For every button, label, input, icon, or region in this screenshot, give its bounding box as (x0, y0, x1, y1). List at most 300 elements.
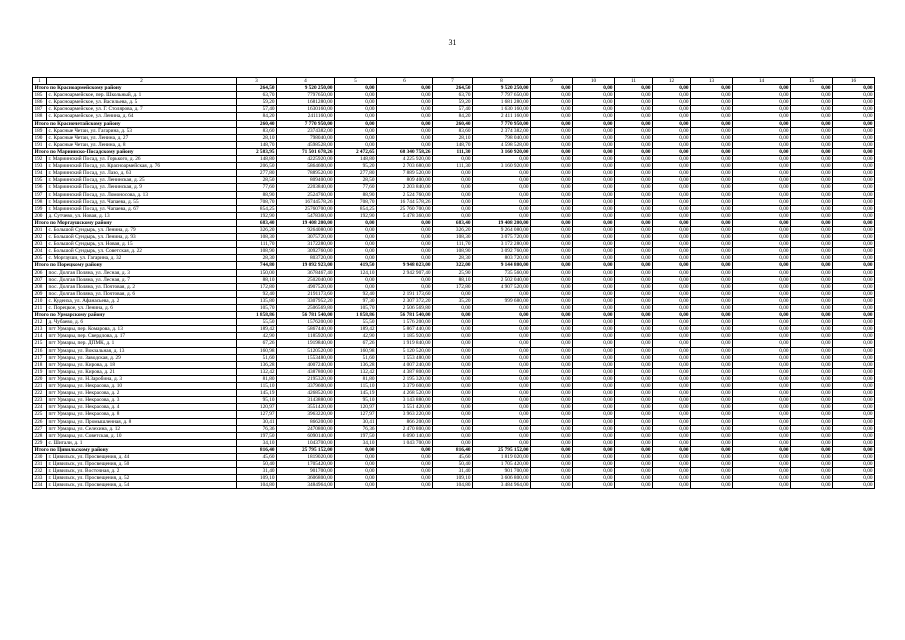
value-cell: 1 705 420,00 (473, 461, 531, 468)
table-row (33, 248, 875, 255)
value-cell: 42,90 (237, 333, 277, 340)
value-cell: 0,00 (653, 248, 691, 255)
value-cell: 0,00 (473, 305, 531, 312)
value-cell: 0,00 (615, 170, 653, 177)
value-cell: 0,00 (833, 262, 875, 269)
value-cell: 197,50 (237, 432, 277, 439)
value-cell: 0,00 (733, 361, 791, 368)
row-number: 198 (33, 198, 47, 205)
value-cell: 0,00 (733, 283, 791, 290)
row-number: 190 (33, 134, 47, 141)
value-cell: 735 560,00 (473, 269, 531, 276)
value-cell: 0,00 (791, 312, 833, 319)
value-cell: 0,00 (733, 226, 791, 233)
value-cell: 0,00 (573, 333, 615, 340)
value-cell: 0,00 (615, 482, 653, 489)
value-cell: 25 795 152,00 (277, 446, 335, 453)
row-number: 185 (33, 92, 47, 99)
table-row (33, 276, 875, 283)
value-cell: 0,00 (653, 297, 691, 304)
table-row (33, 411, 875, 418)
value-cell: 0,00 (573, 468, 615, 475)
row-number: 199 (33, 205, 47, 212)
value-cell: 111,30 (433, 163, 473, 170)
value-cell: 0,00 (691, 276, 733, 283)
value-cell: 0,00 (615, 226, 653, 233)
column-header: 14 (733, 78, 791, 85)
value-cell: 0,00 (653, 269, 691, 276)
value-cell: 1 681 280,00 (473, 99, 531, 106)
row-number: 215 (33, 340, 47, 347)
value-cell: 326,20 (237, 226, 277, 233)
value-cell: 0,00 (653, 305, 691, 312)
row-number: 188 (33, 113, 47, 120)
table-row (33, 439, 875, 446)
value-cell: 0,00 (335, 234, 377, 241)
value-cell: 0,00 (833, 354, 875, 361)
value-cell: 3678467,40 (277, 269, 335, 276)
value-cell: 0,00 (573, 205, 615, 212)
value-cell: 0,00 (833, 198, 875, 205)
value-cell: 0,00 (377, 99, 433, 106)
value-cell: 9 948 023,00 (377, 262, 433, 269)
value-cell: 0,00 (833, 170, 875, 177)
value-cell: 19 092 923,00 (277, 262, 335, 269)
value-cell: 0,00 (433, 404, 473, 411)
value-cell: 0,00 (791, 461, 833, 468)
table-row (33, 283, 875, 290)
value-cell: 0,00 (733, 99, 791, 106)
value-cell: 0,00 (615, 446, 653, 453)
value-cell: 0,00 (615, 333, 653, 340)
value-cell: 1819020,00 (277, 453, 335, 460)
value-cell: 145,19 (237, 390, 277, 397)
value-cell: 0,00 (833, 269, 875, 276)
value-cell: 97,30 (335, 297, 377, 304)
value-cell: 901700,00 (277, 468, 335, 475)
value-cell: 803 720,00 (473, 255, 531, 262)
value-cell: 88,90 (335, 191, 377, 198)
value-cell: 0,00 (335, 453, 377, 460)
value-cell: 0,00 (531, 432, 573, 439)
value-cell: 0,00 (733, 418, 791, 425)
value-cell: 189,42 (237, 326, 277, 333)
value-cell: 0,00 (653, 184, 691, 191)
value-cell: 0,00 (531, 184, 573, 191)
value-cell: 0,00 (691, 333, 733, 340)
value-cell: 95,20 (335, 163, 377, 170)
value-cell: 3 379 600,00 (377, 383, 433, 390)
value-cell: 0,00 (791, 99, 833, 106)
value-cell: 2 307 372,20 (377, 297, 433, 304)
value-cell: 803720,00 (277, 255, 335, 262)
value-cell: 0,00 (615, 432, 653, 439)
value-cell: 1 043 700,00 (377, 439, 433, 446)
row-number: 217 (33, 354, 47, 361)
table-row (33, 141, 875, 148)
value-cell: 0,00 (833, 375, 875, 382)
address-cell: пос. Долгая Поляна, ул. Почтовая, д. 2 (47, 283, 237, 290)
row-number: 193 (33, 163, 47, 170)
value-cell: 0,00 (691, 432, 733, 439)
value-cell: 0,00 (573, 418, 615, 425)
value-cell: 0,00 (833, 446, 875, 453)
value-cell: 0,00 (615, 156, 653, 163)
value-cell: 0,00 (615, 184, 653, 191)
value-cell: 854,25 (335, 205, 377, 212)
value-cell: 115,10 (237, 383, 277, 390)
value-cell: 0,00 (833, 148, 875, 155)
value-cell: 0,00 (377, 461, 433, 468)
value-cell: 0,00 (733, 177, 791, 184)
table-row (33, 205, 875, 212)
value-cell: 76,36 (335, 425, 377, 432)
address-cell: пгт Урмары, пер. Свердлова, д. 17 (47, 333, 237, 340)
value-cell: 9 264 080,00 (473, 226, 531, 233)
value-cell: 0,00 (653, 170, 691, 177)
table-row (33, 340, 875, 347)
row-number: 209 (33, 290, 47, 297)
row-number: 226 (33, 418, 47, 425)
value-cell: 1 858,86 (237, 312, 277, 319)
value-cell: 55,50 (237, 319, 277, 326)
value-cell: 0,00 (531, 141, 573, 148)
value-cell: 0,00 (433, 418, 473, 425)
value-cell: 51,60 (335, 354, 377, 361)
value-cell: 160,98 (237, 347, 277, 354)
district-total-row (33, 120, 875, 127)
table-row (33, 475, 875, 482)
value-cell: 0,00 (791, 262, 833, 269)
address-cell: г. Мариинский Посад, ул. Красноармейская, д. 76 (47, 163, 237, 170)
row-number: 205 (33, 255, 47, 262)
value-cell: 0,00 (433, 390, 473, 397)
address-cell: пгт Урмары, ул. Кирова, д. 21 (47, 368, 237, 375)
value-cell: 0,00 (833, 326, 875, 333)
value-cell: 0,00 (335, 219, 377, 226)
value-cell: 3 143 880,00 (377, 397, 433, 404)
row-number: 224 (33, 404, 47, 411)
value-cell: 0,00 (573, 248, 615, 255)
value-cell: 0,00 (691, 347, 733, 354)
value-cell: 809400,00 (277, 177, 335, 184)
value-cell: 0,00 (615, 425, 653, 432)
value-cell: 798040,00 (277, 134, 335, 141)
value-cell: 0,00 (833, 134, 875, 141)
column-header: 3 (237, 78, 277, 85)
value-cell: 132,42 (335, 368, 377, 375)
district-total-name: Итого по Мариинско-Посадскому району (33, 148, 237, 155)
value-cell: 0,00 (473, 411, 531, 418)
value-cell: 0,00 (733, 148, 791, 155)
value-cell: 0,00 (653, 411, 691, 418)
value-cell: 0,00 (653, 276, 691, 283)
value-cell: 0,00 (531, 453, 573, 460)
district-total-row (33, 148, 875, 155)
value-cell: 854,25 (237, 205, 277, 212)
table-row (33, 198, 875, 205)
address-cell: г. Мариинский Посад, ул. Ленинская, д. 9 (47, 184, 237, 191)
value-cell: 88,10 (433, 276, 473, 283)
value-cell: 0,00 (791, 226, 833, 233)
value-cell: 71 501 678,26 (277, 148, 335, 155)
value-cell: 0,00 (473, 198, 531, 205)
value-cell: 0,00 (653, 404, 691, 411)
row-number: 223 (33, 397, 47, 404)
value-cell: 0,00 (833, 439, 875, 446)
value-cell: 7 770 950,00 (473, 120, 531, 127)
value-cell: 0,00 (377, 248, 433, 255)
value-cell: 0,00 (691, 340, 733, 347)
value-cell: 3 484 964,00 (473, 482, 531, 489)
value-cell: 0,00 (791, 439, 833, 446)
address-cell: пгт Урмары, ул. Вокзальная, д. 13 (47, 347, 237, 354)
row-number: 194 (33, 170, 47, 177)
value-cell: 3172280,00 (277, 241, 335, 248)
table-row (33, 482, 875, 489)
row-number: 225 (33, 411, 47, 418)
value-cell: 0,00 (531, 198, 573, 205)
value-cell: 0,00 (615, 411, 653, 418)
row-number: 210 (33, 297, 47, 304)
value-cell: 0,00 (531, 241, 573, 248)
value-cell: 45,60 (433, 453, 473, 460)
table-row (33, 212, 875, 219)
value-cell: 0,00 (531, 375, 573, 382)
value-cell: 0,00 (733, 92, 791, 99)
data-table (32, 77, 875, 489)
district-total-name: Итого по Красноармейскому району (33, 85, 237, 92)
value-cell: 0,00 (833, 312, 875, 319)
district-total-row (33, 446, 875, 453)
value-cell: 0,00 (473, 390, 531, 397)
address-cell: с. Большой Сундырь, ул. Новая, д. 15 (47, 241, 237, 248)
value-cell: 0,00 (691, 319, 733, 326)
value-cell: 0,00 (615, 269, 653, 276)
value-cell: 4268520,00 (277, 390, 335, 397)
value-cell: 0,00 (573, 120, 615, 127)
table-row (33, 333, 875, 340)
value-cell: 0,00 (377, 446, 433, 453)
table-row (33, 170, 875, 177)
value-cell: 0,00 (653, 347, 691, 354)
value-cell: 3484964,00 (277, 482, 335, 489)
value-cell: 3 160 920,00 (473, 148, 531, 155)
value-cell: 0,00 (691, 468, 733, 475)
row-number: 195 (33, 177, 47, 184)
address-cell: д. Сутчево, ул. Новая, д. 13 (47, 212, 237, 219)
value-cell: 0,00 (531, 439, 573, 446)
row-number: 216 (33, 347, 47, 354)
value-cell: 0,00 (833, 191, 875, 198)
row-number: 218 (33, 361, 47, 368)
value-cell: 0,00 (833, 184, 875, 191)
value-cell: 111,30 (433, 148, 473, 155)
value-cell: 88,90 (237, 191, 277, 198)
value-cell: 0,00 (433, 333, 473, 340)
value-cell: 2 583,95 (237, 148, 277, 155)
value-cell: 0,00 (833, 276, 875, 283)
value-cell: 866200,00 (277, 418, 335, 425)
value-cell: 0,00 (791, 290, 833, 297)
value-cell: 0,00 (791, 191, 833, 198)
value-cell: 0,00 (573, 269, 615, 276)
value-cell: 7 889 520,00 (377, 170, 433, 177)
value-cell: 0,00 (473, 156, 531, 163)
value-cell: 77,60 (335, 184, 377, 191)
value-cell: 0,00 (691, 163, 733, 170)
value-cell: 0,00 (615, 418, 653, 425)
value-cell: 0,00 (691, 404, 733, 411)
column-header: 7 (433, 78, 473, 85)
value-cell: 0,00 (531, 248, 573, 255)
value-cell: 2 524 760,00 (377, 191, 433, 198)
value-cell: 0,00 (733, 212, 791, 219)
value-cell: 0,00 (615, 92, 653, 99)
table-row (33, 404, 875, 411)
value-cell: 28,50 (237, 177, 277, 184)
value-cell: 0,00 (653, 333, 691, 340)
value-cell: 0,00 (473, 340, 531, 347)
value-cell: 108,90 (433, 248, 473, 255)
value-cell: 0,00 (433, 375, 473, 382)
value-cell: 0,00 (653, 453, 691, 460)
value-cell: 0,00 (691, 354, 733, 361)
column-header: 12 (653, 78, 691, 85)
row-number: 230 (33, 453, 47, 460)
value-cell: 0,00 (791, 347, 833, 354)
value-cell: 0,00 (531, 347, 573, 354)
table-row (33, 383, 875, 390)
value-cell: 0,00 (791, 319, 833, 326)
value-cell: 0,00 (531, 276, 573, 283)
district-total-row (33, 312, 875, 319)
value-cell: 0,00 (615, 163, 653, 170)
value-cell: 0,00 (377, 219, 433, 226)
value-cell: 0,00 (335, 99, 377, 106)
value-cell: 2195320,00 (277, 375, 335, 382)
value-cell: 0,00 (733, 461, 791, 468)
value-cell: 0,00 (573, 134, 615, 141)
value-cell: 0,00 (791, 177, 833, 184)
value-cell: 0,00 (433, 383, 473, 390)
table-row (33, 375, 875, 382)
page-number: 31 (448, 38, 457, 47)
value-cell: 0,00 (573, 241, 615, 248)
address-cell: г. Мариинский Посад, ул. Чапаева, д. 67 (47, 205, 237, 212)
value-cell: 0,00 (473, 212, 531, 219)
value-cell: 67,26 (335, 340, 377, 347)
value-cell: 0,00 (733, 397, 791, 404)
value-cell: 28,30 (433, 255, 473, 262)
table-row (33, 184, 875, 191)
value-cell: 0,00 (433, 411, 473, 418)
value-cell: 0,00 (615, 205, 653, 212)
value-cell: 0,00 (833, 85, 875, 92)
address-cell: с. Большой Сундырь, ул. Ленина, д. 79 (47, 226, 237, 233)
value-cell: 57,40 (237, 106, 277, 113)
value-cell: 2191173,60 (277, 290, 335, 297)
value-cell: 0,00 (653, 475, 691, 482)
value-cell: 0,00 (733, 319, 791, 326)
table-row (33, 255, 875, 262)
value-cell: 0,00 (573, 482, 615, 489)
row-number: 220 (33, 375, 47, 382)
value-cell: 2203840,00 (277, 184, 335, 191)
value-cell: 0,00 (791, 333, 833, 340)
value-cell: 0,00 (833, 383, 875, 390)
value-cell: 4387800,00 (277, 368, 335, 375)
value-cell: 0,00 (335, 475, 377, 482)
value-cell: 0,00 (573, 475, 615, 482)
value-cell: 28,50 (335, 177, 377, 184)
address-cell: пгт Урмары, ул. Некрасова, д. 3 (47, 397, 237, 404)
value-cell: 3963220,00 (277, 411, 335, 418)
value-cell: 0,00 (615, 85, 653, 92)
value-cell: 326,20 (433, 226, 473, 233)
value-cell: 0,00 (791, 283, 833, 290)
address-cell: пгт Урмары, ул. Некрасова, д. 10 (47, 383, 237, 390)
address-cell: пгт Урмары, пер. ДПМК, д. 1 (47, 340, 237, 347)
value-cell: 0,00 (573, 283, 615, 290)
row-number: 191 (33, 141, 47, 148)
value-cell: 0,00 (531, 333, 573, 340)
value-cell: 1 630 160,00 (473, 106, 531, 113)
value-cell: 0,00 (573, 170, 615, 177)
address-cell: пос. Долгая Поляна, ул. Лесная, д. 3 (47, 269, 237, 276)
address-cell: г. Цивильск, ул. Восточная, д. 2 (47, 468, 237, 475)
value-cell: 0,00 (833, 113, 875, 120)
value-cell: 0,00 (653, 106, 691, 113)
value-cell: 105,70 (335, 305, 377, 312)
value-cell: 0,00 (833, 333, 875, 340)
value-cell: 0,00 (573, 113, 615, 120)
value-cell: 1681280,00 (277, 99, 335, 106)
value-cell: 0,00 (335, 461, 377, 468)
value-cell: 0,00 (791, 354, 833, 361)
value-cell: 0,00 (573, 219, 615, 226)
value-cell: 0,00 (573, 319, 615, 326)
value-cell: 0,00 (433, 177, 473, 184)
table-row (33, 127, 875, 134)
address-cell: с. Красные Четаи, ул. Гагарина, д. 53 (47, 127, 237, 134)
value-cell: 92,40 (335, 290, 377, 297)
value-cell: 120,97 (335, 404, 377, 411)
value-cell: 0,00 (653, 127, 691, 134)
address-cell: пгт Урмары, ул. Некрасова, д. 2 (47, 390, 237, 397)
value-cell: 0,00 (531, 262, 573, 269)
value-cell: 0,00 (531, 163, 573, 170)
value-cell: 0,00 (377, 255, 433, 262)
value-cell: 50,40 (237, 461, 277, 468)
value-cell: 0,00 (691, 205, 733, 212)
value-cell: 322,00 (433, 262, 473, 269)
value-cell: 0,00 (691, 219, 733, 226)
value-cell: 2374382,00 (277, 127, 335, 134)
value-cell: 0,00 (653, 461, 691, 468)
value-cell: 0,00 (531, 425, 573, 432)
value-cell: 0,00 (653, 113, 691, 120)
district-total-name: Итого по Порецкому району (33, 262, 237, 269)
value-cell: 0,00 (335, 241, 377, 248)
value-cell: 0,00 (691, 361, 733, 368)
value-cell: 0,00 (573, 92, 615, 99)
value-cell: 105,70 (237, 305, 277, 312)
value-cell: 0,00 (653, 361, 691, 368)
value-cell: 3379600,00 (277, 383, 335, 390)
value-cell: 0,00 (473, 375, 531, 382)
value-cell: 0,00 (573, 141, 615, 148)
